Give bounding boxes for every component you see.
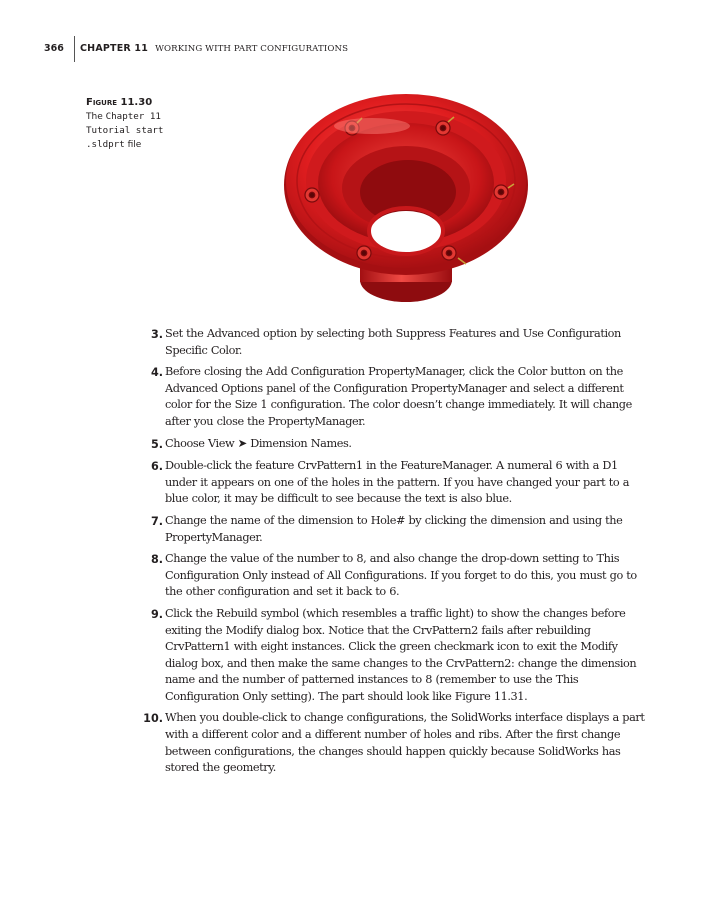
step-number: 5. xyxy=(150,437,163,451)
list-item xyxy=(134,551,654,601)
step-text: Change the name of the dimension to Hole# by clicking the dimension and using the PropertyManager. xyxy=(165,513,623,544)
list-item xyxy=(134,513,654,546)
chapter-title: WORKING WITH PART CONFIGURATIONS xyxy=(155,44,349,54)
header-divider xyxy=(74,36,75,62)
step-text: Click the Rebuild symbol (which resembles a traffic light) to show the changes before exiting the Modify dialog box. Notice that the CrvPattern2 fails after rebuilding CrvPattern1 with eight instances. Click the green checkmark icon to exit the Modify dialog box, and then make the same changes to the CrvPattern2: change the dimension name and the number of patterned instances to 8 (remember to use the This Configuration Only setting). The part should look like Figure 11.31. xyxy=(165,606,637,703)
step-text: Choose View ➤ Dimension Names. xyxy=(165,436,352,450)
caption-line-2: Tutorial start xyxy=(86,125,164,136)
hole-boss xyxy=(442,246,456,260)
step-number: 9. xyxy=(150,607,163,621)
step-text: Before closing the Add Configuration PropertyManager, click the Color button on the Advanced Options panel of the Configuration PropertyManager and select a different color for the Size 1 configuration. The color doesn’t change immediately. It will change after you close the PropertyManager. xyxy=(165,365,632,428)
step-number: 10. xyxy=(143,712,163,726)
instruction-list xyxy=(134,326,654,782)
step-number: 3. xyxy=(150,328,163,341)
list-item xyxy=(134,436,654,454)
list-item xyxy=(134,326,654,359)
red-part-render xyxy=(282,88,530,313)
hole-boss xyxy=(494,185,508,199)
figure-label: Figure 11.30 xyxy=(86,97,153,108)
rim-highlight xyxy=(334,118,410,134)
step-number: 8. xyxy=(150,553,163,567)
running-header xyxy=(44,36,348,62)
page-number: 366 xyxy=(44,43,64,54)
list-item xyxy=(134,710,654,776)
flange-rim xyxy=(284,94,528,275)
step-text: When you double-click to change configurations, the SolidWorks interface displays a part with a different color and a different number of holes and ribs. After the first change between configurations, the changes should happen quickly because SolidWorks has stored the geometry. xyxy=(165,711,645,775)
step-number: 6. xyxy=(150,460,163,474)
step-text: Double-click the feature CrvPattern1 in the FeatureManager. A numeral 6 with a D1 under it appears on one of the holes in the pattern. If you have changed your part to a blue color, it may be difficult to see because the text is also blue. xyxy=(165,459,630,506)
caption-line-1: The Chapter 11 xyxy=(86,111,161,122)
step-text: Change the value of the number to 8, and also change the drop-down setting to This Configuration Only instead of All Configurations. If you forget to do this, you must go to the other configuration and set it back to 6. xyxy=(165,552,637,599)
step-number: 4. xyxy=(150,366,163,380)
hole-boss xyxy=(305,188,319,202)
hole-boss xyxy=(357,246,371,260)
step-number: 7. xyxy=(150,514,163,528)
list-item xyxy=(134,606,654,706)
chapter-label: CHAPTER 11 xyxy=(80,43,149,54)
step-text: Set the Advanced option by selecting both Suppress Features and Use Configuration Specific Color. xyxy=(165,327,621,357)
list-item xyxy=(134,364,654,430)
figure-caption xyxy=(86,96,206,152)
caption-line-3: .sldprt file xyxy=(86,139,142,150)
list-item xyxy=(134,458,654,508)
hole-boss xyxy=(436,121,450,135)
